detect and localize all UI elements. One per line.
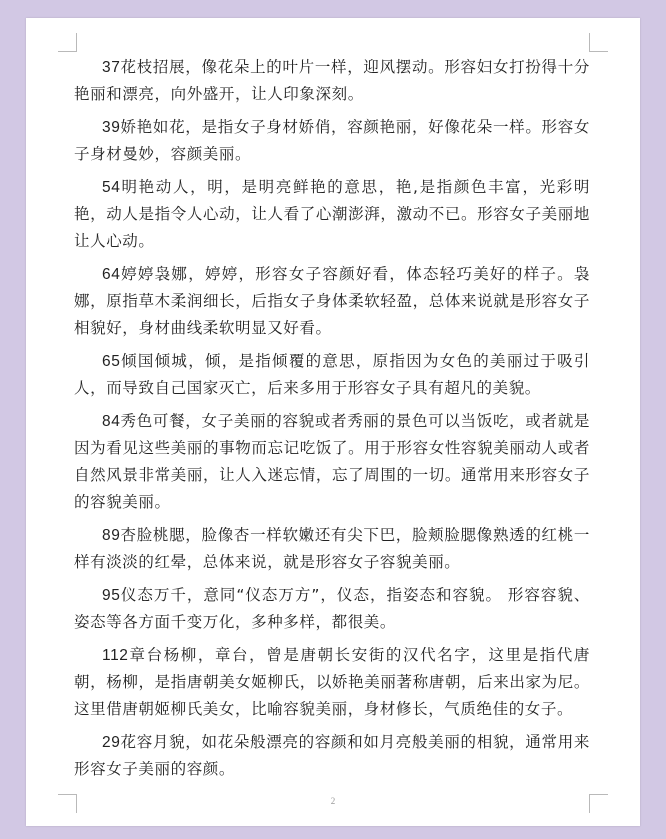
- page-number: 2: [330, 796, 336, 806]
- entry-text: 章台杨柳，章台，曾是唐朝长安街的汉代名字，这里是指代唐朝，杨柳，是指唐朝美女姬柳氏，以娇艳美丽著称唐朝，后来出家为尼。这里借唐朝姬柳氏美女，比喻容貌美丽，身材修长，气质绝佳的女子。: [74, 646, 590, 718]
- entry-text: 倾国倾城，倾，是指倾覆的意思，原指因为女色的美丽过于吸引人，而导致自己国家灭亡，后来多用于形容女子具有超凡的美貌。: [74, 352, 590, 397]
- entry-text: 杏脸桃腮，脸像杏一样软嫩还有尖下巴，脸颊脸腮像熟透的红桃一样有淡淡的红晕，总体来说，就是形容女子容貌美丽。: [74, 526, 590, 571]
- document-page: [26, 18, 640, 826]
- entry-number: 65: [102, 353, 121, 370]
- entry-paragraph: [74, 261, 590, 342]
- entry-text: 秀色可餐，女子美丽的容貌或者秀丽的景色可以当饭吃，或者就是因为看见这些美丽的事物而忘记吃饭了。用于形容女性容貌美丽动人或者自然风景非常美丽，让人入迷忘情，忘了周围的一切。通常用来形容女子的容貌美丽。: [74, 412, 590, 511]
- corner-crop-mark-top-right: [589, 33, 608, 52]
- entry-paragraph: [74, 642, 590, 723]
- entry-number: 29: [102, 734, 121, 751]
- entry-paragraph: [74, 729, 590, 783]
- entry-number: 37: [102, 59, 121, 76]
- entry-number: 89: [102, 527, 121, 544]
- entry-paragraph: [74, 408, 590, 516]
- entry-number: 39: [102, 119, 121, 136]
- entry-number: 64: [102, 266, 121, 283]
- document-body: [74, 54, 590, 789]
- entry-paragraph: [74, 114, 590, 168]
- entry-paragraph: [74, 582, 590, 636]
- entry-text: 婷婷袅娜，婷婷，形容女子容颜好看，体态轻巧美好的样子。袅娜，原指草木柔润细长，后指女子身体柔软轻盈，总体来说就是形容女子相貌好，身材曲线柔软明显又好看。: [74, 265, 590, 337]
- entry-paragraph: [74, 54, 590, 108]
- entry-number: 95: [102, 587, 121, 604]
- entry-text: 花容月貌，如花朵般漂亮的容颜和如月亮般美丽的相貌，通常用来形容女子美丽的容颜。: [74, 733, 590, 778]
- entry-text: 仪态万千，意同“仪态万方”，仪态，指姿态和容貌。 形容容貌、姿态等各方面千变万化，多种多样，都很美。: [74, 586, 590, 631]
- entry-number: 84: [102, 413, 121, 430]
- entry-text: 花枝招展，像花朵上的叶片一样，迎风摆动。形容妇女打扮得十分艳丽和漂亮，向外盛开，让人印象深刻。: [74, 58, 590, 103]
- entry-text: 明艳动人，明，是明亮鲜艳的意思，艳,是指颜色丰富，光彩明艳，动人是指令人心动，让人看了心潮澎湃，激动不已。形容女子美丽地让人心动。: [74, 178, 590, 250]
- entry-number: 54: [102, 179, 121, 196]
- corner-crop-mark-top-left: [58, 33, 77, 52]
- entry-number: 112: [102, 647, 129, 664]
- entry-text: 娇艳如花，是指女子身材娇俏，容颜艳丽，好像花朵一样。形容女子身材曼妙，容颜美丽。: [74, 118, 590, 163]
- entry-paragraph: [74, 348, 590, 402]
- entry-paragraph: [74, 174, 590, 255]
- entry-paragraph: [74, 522, 590, 576]
